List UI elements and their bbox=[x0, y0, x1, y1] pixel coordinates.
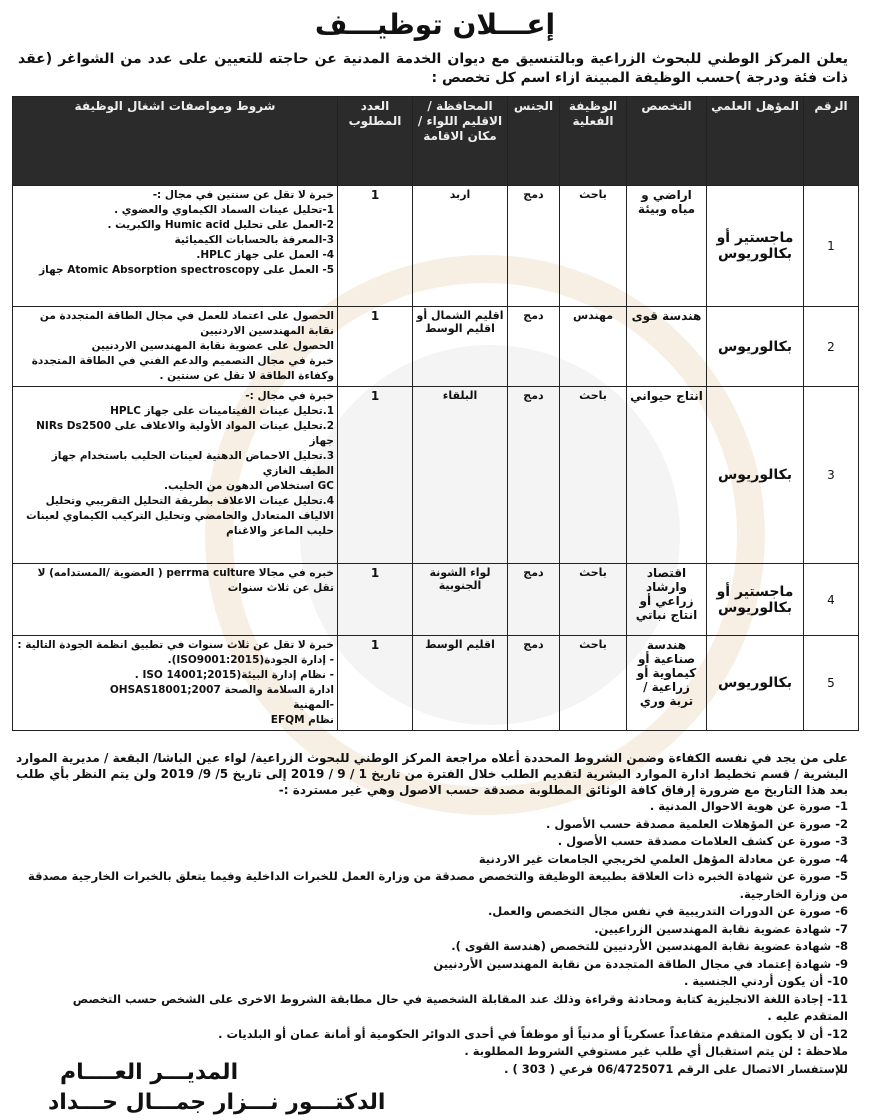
list-item: 10- أن يكون أردني الجنسية . bbox=[684, 974, 848, 988]
cell-location: اقليم الشمال أو اقليم الوسط bbox=[413, 307, 508, 387]
cell-conditions bbox=[13, 636, 338, 731]
condition-line: 5- العمل على Atomic Absorption spectroscopy جهاز bbox=[39, 264, 334, 276]
list-item: 7- شهادة عضوية نقابة المهندسين الزراعيين. bbox=[594, 921, 848, 936]
table-row bbox=[13, 636, 859, 731]
signature-name: الدكتـــور نـــزار جمـــال حـــداد bbox=[48, 1090, 386, 1115]
contact-text: للإستفسار الاتصال على الرقم 06/4725071 فرعي ( 303 ) . bbox=[504, 1062, 848, 1076]
condition-line: 2-العمل على تحليل Humic acid والكبريت . bbox=[107, 219, 334, 231]
jobs-table bbox=[12, 96, 859, 731]
list-item: 12- أن لا يكون المتقدم متقاعداً عسكرياً أو مدنياً أو موظفاً في أحدى الدوائر الحكومية أو أمانة عمان أو البلديات . bbox=[218, 1026, 848, 1041]
condition-line: - إدارة الجودة(ISO9001:2015). bbox=[167, 654, 334, 666]
condition-line: 3-المعرفة بالحسابات الكيميائية bbox=[174, 234, 334, 246]
header-qualification: المؤهل العلمي bbox=[707, 97, 804, 186]
cell-qualification: ماجستير أو بكالوريوس bbox=[707, 564, 804, 636]
condition-line: 1-تحليل عينات السماد الكيماوي والعضوي . bbox=[114, 204, 334, 216]
cell-count: 1 bbox=[338, 387, 413, 564]
condition-line: خبرة لا تقل عن ثلاث سنوات في تطبيق انظمة الجودة التالية : bbox=[17, 639, 334, 651]
cell-sex: دمج bbox=[508, 564, 560, 636]
list-item: 4- صورة عن معادلة المؤهل العلمي لخريجي الجامعات غير الاردنية bbox=[478, 851, 848, 866]
condition-line: 3.تحليل الاحماض الدهنية لعينات الحليب باستخدام جهاز الطيف الغازي bbox=[51, 450, 334, 477]
list-item: 8- شهادة عضوية نقابة المهندسين الأردنيين للتخصص (هندسة القوى ). bbox=[451, 939, 848, 953]
header-sex: الجنس bbox=[508, 97, 560, 186]
signature-position: المديـــر العــــام bbox=[60, 1060, 239, 1085]
table-header-row bbox=[13, 97, 859, 186]
condition-line: 2.تحليل عينات المواد الأولية والاعلاف على NIRs Ds2500 جهاز bbox=[36, 420, 334, 447]
list-item: 6- صورة عن الدورات التدريبية في نفس مجال التخصص والعمل. bbox=[487, 904, 848, 918]
header-conditions: شروط ومواصفات اشغال الوظيفة bbox=[13, 97, 338, 186]
table-row bbox=[13, 307, 859, 387]
list-item: 1- صورة عن هوية الاحوال المدنية . bbox=[649, 799, 848, 813]
cell-no: 5 bbox=[804, 636, 859, 731]
condition-line: الحصول على عضوية نقابة المهندسين الاردنيين bbox=[91, 340, 334, 352]
list-item: 5- صورة عن شهادة الخبره ذات العلاقة بطبيعة الوظيفة والتخصص مصدقة من وزارة العمل للخبرات الداخلية وفيما يتعلق بالخبرات الخارجية مصدقة من وزارة الخارجية. bbox=[28, 869, 848, 901]
header-no: الرقم bbox=[804, 97, 859, 186]
condition-line: خبرة في مجال :- bbox=[245, 390, 334, 402]
cell-specialization: اقتصاد وارشاد زراعي أو انتاج نباتي bbox=[627, 564, 707, 636]
cell-no: 4 bbox=[804, 564, 859, 636]
list-item: 9- شهادة إعتماد في مجال الطاقة المتجددة من نقابة المهندسين الأردنيين bbox=[433, 956, 848, 971]
condition-line: -المهنية bbox=[293, 699, 334, 711]
table-row bbox=[13, 387, 859, 564]
cell-specialization: هندسة صناعية أو كيماوية أو زراعية / تربة وري bbox=[627, 636, 707, 731]
table-row bbox=[13, 186, 859, 307]
cell-count: 1 bbox=[338, 186, 413, 307]
header-role: الوظيفة الفعلية bbox=[560, 97, 627, 186]
header-count: العدد المطلوب bbox=[338, 97, 413, 186]
cell-location: اقليم الوسط bbox=[413, 636, 508, 731]
header-specialization: التخصص bbox=[627, 97, 707, 186]
list-item: 2- صورة عن المؤهلات العلمية مصدقة حسب الأصول . bbox=[546, 816, 848, 831]
condition-line: خبرة لا تقل عن سنتين في مجال :- bbox=[152, 189, 334, 201]
page-title: إعـــلان توظيـــف bbox=[314, 8, 556, 41]
cell-conditions bbox=[13, 564, 338, 636]
cell-role: باحث bbox=[560, 636, 627, 731]
note-text: ملاحظة : لن يتم استقبال أي طلب غير مستوفي الشروط المطلوبة . bbox=[464, 1044, 848, 1058]
cell-sex: دمج bbox=[508, 307, 560, 387]
cell-count: 1 bbox=[338, 307, 413, 387]
cell-no: 1 bbox=[804, 186, 859, 307]
condition-line: GC استخلاص الدهون من الحليب. bbox=[164, 480, 334, 492]
cell-qualification: ماجستير أو بكالوريوس bbox=[707, 186, 804, 307]
cell-qualification: بكالوريوس bbox=[707, 307, 804, 387]
cell-qualification: بكالوريوس bbox=[707, 387, 804, 564]
cell-no: 2 bbox=[804, 307, 859, 387]
cell-role: باحث bbox=[560, 564, 627, 636]
cell-role: مهندس bbox=[560, 307, 627, 387]
cell-qualification: بكالوريوس bbox=[707, 636, 804, 731]
condition-line: 4.تحليل عينات الاعلاف بطريقة التحليل التقريبي وتحليل الالياف المتعادل والحامضي وتحليل التركيب الكيماوي لعينات حليب الماعز والاغنام bbox=[26, 495, 334, 537]
condition-line: 4- العمل على جهاز HPLC. bbox=[196, 249, 334, 261]
cell-role: باحث bbox=[560, 186, 627, 307]
cell-conditions bbox=[13, 307, 338, 387]
cell-sex: دمج bbox=[508, 636, 560, 731]
cell-specialization: انتاج حيواني bbox=[627, 387, 707, 564]
application-instructions: على من يجد في نفسه الكفاءة وضمن الشروط المحددة أعلاه مراجعة المركز الوطني للبحوث الزراعية/ لواء عين الباشا/ البقعة / مديرية الموارد البشرية / قسم تخطيط ادارة الموارد البشرية لتقديم الطلب خلال الفترة من تاريخ 1 / 9 / 2019 إلى تاريخ 5/ 9/ 2019 ولن يتم النظر بأي طلب بعد هذا التاريخ مع ضرورة إرفاق كافة الوثائق المطلوبة مصدقة حسب الاصول وهي غير مستردة :- bbox=[16, 751, 848, 797]
header-location: المحافظة / الاقليم اللواء / مكان الاقامة bbox=[413, 97, 508, 186]
cell-conditions bbox=[13, 186, 338, 307]
cell-location: البلقاء bbox=[413, 387, 508, 564]
condition-line: خبره في مجالا perrma culture ( العضوية /المستدامه) لا تقل عن ثلاث سنوات bbox=[37, 567, 334, 594]
cell-count: 1 bbox=[338, 564, 413, 636]
cell-no: 3 bbox=[804, 387, 859, 564]
cell-conditions bbox=[13, 387, 338, 564]
table-row bbox=[13, 564, 859, 636]
cell-specialization: هندسة قوى bbox=[627, 307, 707, 387]
cell-role: باحث bbox=[560, 387, 627, 564]
condition-line: 1.تحليل عينات الفيتامينات على جهاز HPLC bbox=[110, 405, 334, 417]
cell-sex: دمج bbox=[508, 186, 560, 307]
intro-paragraph: يعلن المركز الوطني للبحوث الزراعية وبالتنسيق مع ديوان الخدمة المدنية عن حاجته للتعيين على عدد من الشواغر (عقد ذات فئة ودرجة )حسب الوظيفة المبينة ازاء اسم كل تخصص : bbox=[18, 51, 848, 86]
condition-line: ادارة السلامة والصحة OHSAS18001;2007 bbox=[109, 684, 334, 696]
cell-location: اربد bbox=[413, 186, 508, 307]
cell-sex: دمج bbox=[508, 387, 560, 564]
required-documents-list bbox=[28, 798, 848, 1043]
condition-line: - نظام إدارة البيئة(ISO 14001;2015 . bbox=[134, 669, 334, 681]
list-item: 11- إجادة اللغة الانجليزية كتابة ومحادثة وقراءة وذلك عند المقابلة الشخصية في حال مطابقة الشروط الاخرى على الشخص حسب التخصص المتقدم عليه . bbox=[72, 991, 848, 1023]
list-item: 3- صورة عن كشف العلامات مصدقة حسب الأصول . bbox=[557, 834, 848, 848]
condition-line: الحصول على اعتماد للعمل في مجال الطاقة المتجددة من نقابة المهندسين الاردنيين bbox=[39, 310, 334, 337]
cell-count: 1 bbox=[338, 636, 413, 731]
cell-specialization: اراضي و مياه وبيئة bbox=[627, 186, 707, 307]
cell-location: لواء الشونة الجنوبية bbox=[413, 564, 508, 636]
condition-line: نظام EFQM bbox=[270, 714, 334, 726]
condition-line: خبرة في مجال التصميم والدعم الفني في الطاقة المتجددة وكفاءة الطاقة لا تقل عن سنتين . bbox=[31, 355, 334, 382]
